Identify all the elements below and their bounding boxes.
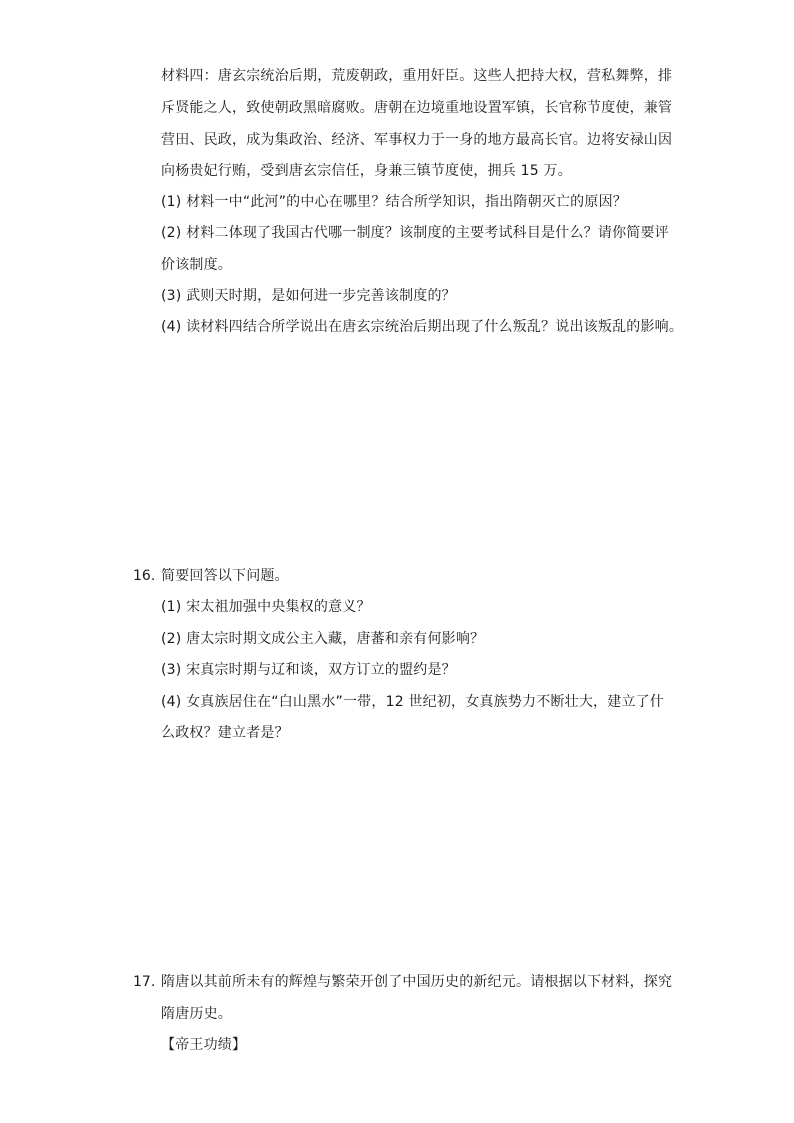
- q15-subquestion-4: (4) 读材料四结合所学说出在唐玄宗统治后期出现了什么叛乱？说出该叛乱的影响。: [161, 319, 684, 335]
- q16-subquestion-2: (2) 唐太宗时期文成公主入藏，唐蕃和亲有何影响？: [161, 631, 485, 647]
- material-four-line: 营田、民政，成为集政治、经济、军事权力于一身的地方最高长官。边将安禄山因: [161, 132, 673, 148]
- q15-subquestion-2-cont: 价该制度。: [161, 257, 232, 273]
- q15-subquestion-1: (1) 材料一中“此河”的中心在哪里？结合所学知识，指出隋朝灭亡的原因？: [161, 194, 627, 210]
- q17-stem-line: 隋唐历史。: [161, 1006, 232, 1022]
- material-four-line: 向杨贵妃行贿，受到唐玄宗信任，身兼三镇节度使，拥兵 15 万。: [161, 163, 572, 179]
- q15-subquestion-3: (3) 武则天时期，是如何进一步完善该制度的？: [161, 288, 456, 304]
- q16-stem: 简要回答以下问题。: [161, 568, 289, 584]
- q16-number: 16.: [133, 568, 156, 584]
- material-four-line: 材料四：唐玄宗统治后期，荒废朝政，重用奸臣。这些人把持大权，营私舞弊，排: [161, 68, 673, 84]
- q16-subquestion-4: (4) 女真族居住在“白山黑水”一带，12 世纪初，女真族势力不断壮大，建立了什: [161, 694, 665, 710]
- material-four-line: 斥贤能之人，致使朝政黑暗腐败。唐朝在边境重地设置军镇，长官称节度使，兼管: [161, 100, 673, 116]
- q17-stem-line: 隋唐以其前所未有的辉煌与繁荣开创了中国历史的新纪元。请根据以下材料，探究: [161, 974, 673, 990]
- q17-number: 17.: [133, 974, 156, 990]
- q15-subquestion-2: (2) 材料二体现了我国古代哪一制度？该制度的主要考试科目是什么？请你简要评: [161, 225, 669, 241]
- q16-subquestion-1: (1) 宋太祖加强中央集权的意义？: [161, 599, 371, 615]
- q16-subquestion-4-cont: 么政权？建立者是？: [161, 725, 289, 741]
- q17-section-heading: 【帝王功绩】: [161, 1037, 247, 1053]
- q16-subquestion-3: (3) 宋真宗时期与辽和谈，双方订立的盟约是？: [161, 662, 456, 678]
